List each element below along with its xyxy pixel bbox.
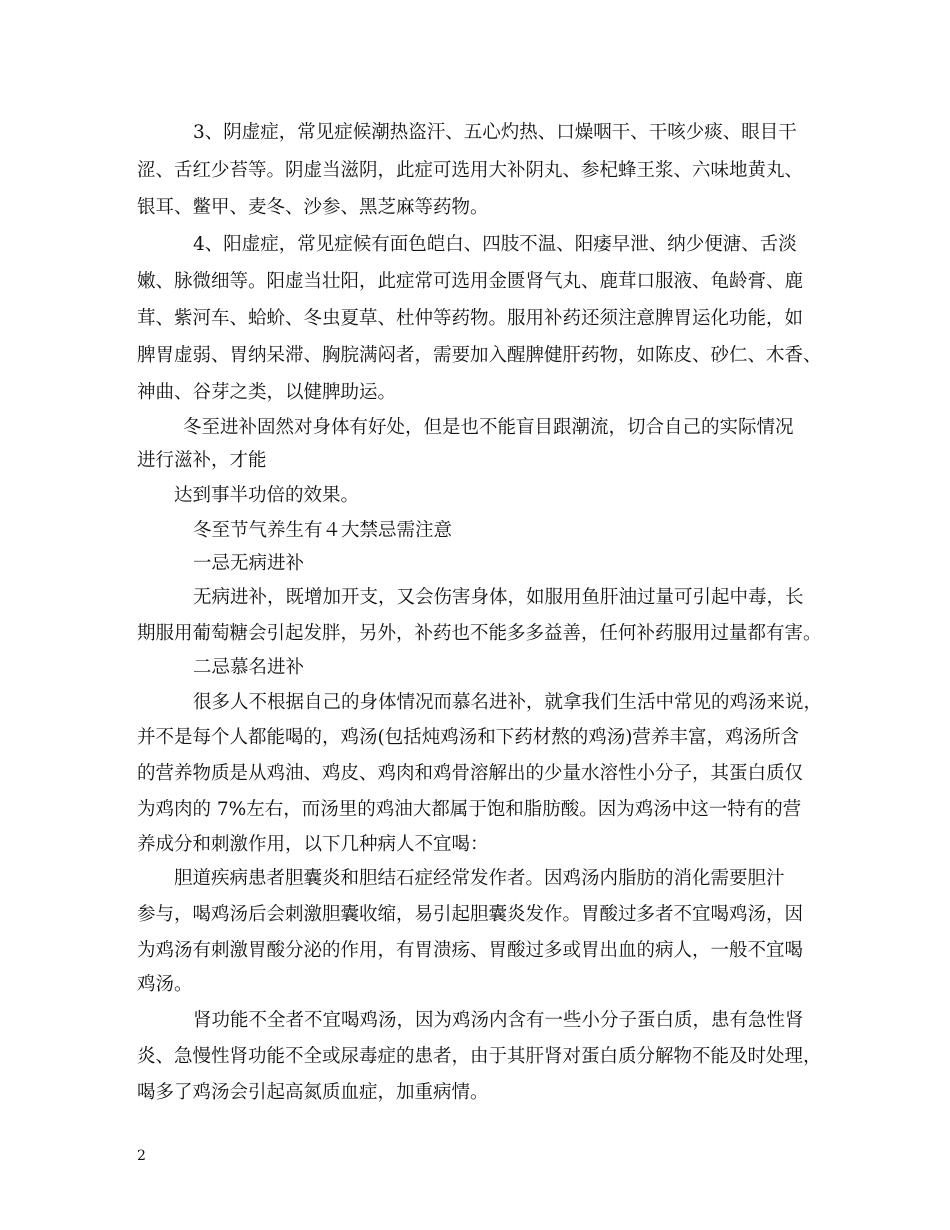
text-line: 3、阴虚症，常见症候潮热盗汗、五心灼热、口燥咽干、干咳少痰、眼目干 — [193, 122, 797, 143]
text-line: 脾胃虚弱、胃纳呆滞、胸脘满闷者，需要加入醒脾健肝药物，如陈皮、砂仁、木香、 — [137, 345, 822, 366]
section-heading: 冬至节气养生有４大禁忌需注意 — [193, 520, 453, 541]
text-line: 4、阳虚症，常见症候有面色皑白、四肢不温、阳痿早泄、纳少便溏、舌淡 — [193, 234, 797, 255]
text-line: 胆道疾病患者胆囊炎和胆结石症经常发作者。因鸡汤内脂肪的消化需要胆汁 — [174, 868, 785, 889]
text-line: 炎、急慢性肾功能不全或尿毒症的患者，由于其肝肾对蛋白质分解物不能及时处理， — [137, 1046, 822, 1067]
text-line: 并不是每个人都能喝的，鸡汤(包括炖鸡汤和下药材熬的鸡汤)营养丰富，鸡汤所含 — [137, 727, 799, 748]
text-line: 养成分和刺激作用，以下几种病人不宜喝： — [137, 834, 489, 855]
text-line: 期服用葡萄糖会引起发胖，另外，补药也不能多多益善，任何补药服用过量都有害。 — [137, 623, 822, 644]
text-line: 茸、紫河车、蛤蚧、冬虫夏草、杜仲等药物。服用补药还须注意脾胃运化功能，如 — [137, 308, 804, 329]
text-line: 为鸡肉的 7%左右，而汤里的鸡油大都属于饱和脂肪酸。因为鸡汤中这一特有的营 — [137, 799, 802, 820]
section-heading: 二忌慕名进补 — [193, 657, 305, 678]
text-line: 无病进补，既增加开支，又会伤害身体，如服用鱼肝油过量可引起中毒，长 — [193, 587, 804, 608]
text-line: 嫩、脉微细等。阳虚当壮阳，此症常可选用金匮肾气丸、鹿茸口服液、龟龄膏、鹿 — [137, 271, 804, 292]
text-line: 银耳、鳖甲、麦冬、沙参、黑芝麻等药物。 — [137, 197, 489, 218]
text-line: 冬至进补固然对身体有好处，但是也不能盲目跟潮流，切合自己的实际情况 — [183, 417, 794, 438]
text-line: 涩、舌红少苔等。阴虚当滋阴，此症可选用大补阴丸、参杞蜂王浆、六味地黄丸、 — [137, 160, 804, 181]
text-line: 达到事半功倍的效果。 — [174, 485, 360, 506]
page-number: 2 — [137, 1148, 146, 1164]
text-line: 参与，喝鸡汤后会刺激胆囊收缩，易引起胆囊炎发作。胃酸过多者不宜喝鸡汤，因 — [137, 904, 804, 925]
text-line: 很多人不根据自己的身体情况而慕名进补，就拿我们生活中常见的鸡汤来说， — [193, 692, 823, 713]
text-line: 进行滋补，才能 — [137, 450, 267, 471]
text-line: 神曲、谷芽之类，以健脾助运。 — [137, 382, 397, 403]
text-line: 鸡汤。 — [137, 974, 193, 995]
text-line: 肾功能不全者不宜喝鸡汤，因为鸡汤内含有一些小分子蛋白质，患有急性肾 — [193, 1010, 804, 1031]
text-line: 为鸡汤有刺激胃酸分泌的作用，有胃溃疡、胃酸过多或胃出血的病人，一般不宜喝 — [137, 940, 804, 961]
text-line: 喝多了鸡汤会引起高氮质血症，加重病情。 — [137, 1082, 489, 1103]
section-heading: 一忌无病进补 — [193, 553, 305, 574]
text-line: 的营养物质是从鸡油、鸡皮、鸡肉和鸡骨溶解出的少量水溶性小分子，其蛋白质仅 — [137, 763, 804, 784]
